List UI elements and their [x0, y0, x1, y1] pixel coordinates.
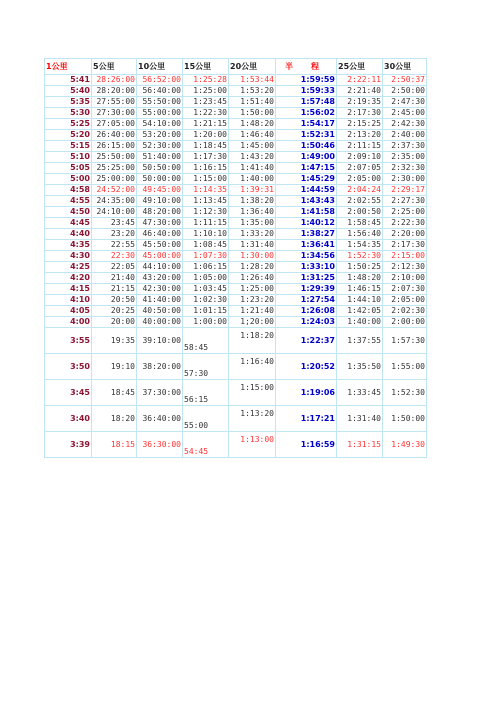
cell-5k: 26:40:00	[92, 130, 137, 141]
cell-pace: 4:35	[45, 240, 92, 251]
cell-half-marathon: 1:54:17	[276, 119, 337, 130]
cell-10k: 54:10:00	[137, 119, 183, 130]
cell-30k: 2:32:30	[383, 163, 427, 174]
cell-20k: 1:48:20	[229, 119, 276, 130]
cell-15k: 1:20:00	[183, 130, 229, 141]
table-row	[45, 273, 427, 284]
cell-25k: 2:04:24	[337, 185, 383, 196]
cell-5k: 27:05:00	[92, 119, 137, 130]
cell-30k: 2:35:00	[383, 152, 427, 163]
cell-30k: 2:50:00	[383, 86, 427, 97]
cell-10k: 47:30:00	[137, 218, 183, 229]
cell-15k: 54:45	[183, 432, 229, 458]
cell-15k: 56:15	[183, 380, 229, 406]
cell-20k: 1:21:40	[229, 306, 276, 317]
table-row	[45, 306, 427, 317]
cell-pace: 5:30	[45, 108, 92, 119]
cell-half-marathon: 1:34:56	[276, 251, 337, 262]
cell-25k: 1:56:40	[337, 229, 383, 240]
cell-pace: 4:20	[45, 273, 92, 284]
cell-25k: 2:11:15	[337, 141, 383, 152]
cell-25k: 2:19:35	[337, 97, 383, 108]
cell-5k: 28:26:00	[92, 75, 137, 86]
cell-20k: 1:40:00	[229, 174, 276, 185]
cell-20k: 1:41:40	[229, 163, 276, 174]
cell-5k: 20:00	[92, 317, 137, 328]
cell-pace: 3:55	[45, 328, 92, 354]
cell-pace: 5:05	[45, 163, 92, 174]
cell-15k: 1:07:30	[183, 251, 229, 262]
cell-5k: 27:55:00	[92, 97, 137, 108]
pace-table	[44, 58, 427, 458]
cell-10k: 53:20:00	[137, 130, 183, 141]
cell-20k: 1:38:20	[229, 196, 276, 207]
cell-half-marathon: 1:38:27	[276, 229, 337, 240]
table-row	[45, 75, 427, 86]
cell-20k: 1:13:20	[229, 406, 276, 432]
cell-30k: 1:49:30	[383, 432, 427, 458]
cell-20k: 1:53:20	[229, 86, 276, 97]
cell-20k: 1:39:31	[229, 185, 276, 196]
table-row	[45, 240, 427, 251]
cell-30k: 2:02:30	[383, 306, 427, 317]
cell-30k: 2:47:30	[383, 97, 427, 108]
header-15k: 15公里	[183, 59, 229, 75]
cell-pace: 4:30	[45, 251, 92, 262]
cell-half-marathon: 1:19:06	[276, 380, 337, 406]
cell-pace: 4:58	[45, 185, 92, 196]
cell-20k: 1:28:20	[229, 262, 276, 273]
cell-30k: 2:05:00	[383, 295, 427, 306]
cell-20k: 1:31:40	[229, 240, 276, 251]
cell-15k: 1:21:15	[183, 119, 229, 130]
cell-pace: 4:40	[45, 229, 92, 240]
cell-30k: 2:22:30	[383, 218, 427, 229]
cell-10k: 45:00:00	[137, 251, 183, 262]
cell-20k: 1:50:00	[229, 108, 276, 119]
cell-10k: 55:50:00	[137, 97, 183, 108]
cell-pace: 5:15	[45, 141, 92, 152]
cell-20k: 1:36:40	[229, 207, 276, 218]
table-row	[45, 108, 427, 119]
cell-5k: 20:50	[92, 295, 137, 306]
cell-20k: 1:51:40	[229, 97, 276, 108]
cell-10k: 56:52:00	[137, 75, 183, 86]
table-row	[45, 86, 427, 97]
cell-30k: 2:40:00	[383, 130, 427, 141]
cell-25k: 1:35:50	[337, 354, 383, 380]
cell-20k: 1:53:44	[229, 75, 276, 86]
cell-5k: 22:05	[92, 262, 137, 273]
cell-5k: 21:40	[92, 273, 137, 284]
cell-30k: 2:07:30	[383, 284, 427, 295]
cell-pace: 5:00	[45, 174, 92, 185]
cell-10k: 50:00:00	[137, 174, 183, 185]
cell-5k: 18:15	[92, 432, 137, 458]
cell-pace: 5:41	[45, 75, 92, 86]
cell-half-marathon: 1:47:15	[276, 163, 337, 174]
cell-15k: 1:11:15	[183, 218, 229, 229]
cell-25k: 1:42:05	[337, 306, 383, 317]
cell-15k: 1:13:45	[183, 196, 229, 207]
cell-10k: 38:20:00	[137, 354, 183, 380]
cell-15k: 55:00	[183, 406, 229, 432]
table-row	[45, 354, 427, 380]
cell-25k: 1:50:25	[337, 262, 383, 273]
cell-30k: 1:52:30	[383, 380, 427, 406]
header-20k: 20公里	[229, 59, 276, 75]
cell-half-marathon: 1:33:10	[276, 262, 337, 273]
cell-25k: 2:13:20	[337, 130, 383, 141]
cell-30k: 2:25:00	[383, 207, 427, 218]
cell-pace: 5:20	[45, 130, 92, 141]
cell-20k: 1:25:00	[229, 284, 276, 295]
cell-30k: 2:10:00	[383, 273, 427, 284]
table-row	[45, 262, 427, 273]
cell-15k: 1:08:45	[183, 240, 229, 251]
header-5k: 5公里	[92, 59, 137, 75]
cell-30k: 1:57:30	[383, 328, 427, 354]
cell-30k: 2:15:00	[383, 251, 427, 262]
cell-30k: 2:29:17	[383, 185, 427, 196]
table-row	[45, 218, 427, 229]
cell-15k: 1:02:30	[183, 295, 229, 306]
cell-15k: 1:25:00	[183, 86, 229, 97]
cell-25k: 1:58:45	[337, 218, 383, 229]
cell-10k: 41:40:00	[137, 295, 183, 306]
table-row	[45, 317, 427, 328]
cell-half-marathon: 1:31:25	[276, 273, 337, 284]
cell-pace: 4:00	[45, 317, 92, 328]
cell-30k: 2:17:30	[383, 240, 427, 251]
cell-15k: 58:45	[183, 328, 229, 354]
cell-25k: 1:48:20	[337, 273, 383, 284]
cell-10k: 56:40:00	[137, 86, 183, 97]
cell-5k: 25:50:00	[92, 152, 137, 163]
cell-25k: 2:05:00	[337, 174, 383, 185]
cell-30k: 2:00:00	[383, 317, 427, 328]
cell-10k: 49:10:00	[137, 196, 183, 207]
cell-pace: 4:05	[45, 306, 92, 317]
cell-15k: 1:16:15	[183, 163, 229, 174]
table-row	[45, 130, 427, 141]
cell-25k: 1:33:45	[337, 380, 383, 406]
table-row	[45, 207, 427, 218]
cell-25k: 1:40:00	[337, 317, 383, 328]
cell-5k: 22:30	[92, 251, 137, 262]
cell-20k: 1:15:00	[229, 380, 276, 406]
cell-10k: 44:10:00	[137, 262, 183, 273]
header-10k: 10公里	[137, 59, 183, 75]
cell-5k: 27:30:00	[92, 108, 137, 119]
cell-15k: 1:15:00	[183, 174, 229, 185]
table-row	[45, 284, 427, 295]
cell-25k: 2:15:25	[337, 119, 383, 130]
cell-5k: 23:45	[92, 218, 137, 229]
cell-5k: 25:00:00	[92, 174, 137, 185]
cell-15k: 1:06:15	[183, 262, 229, 273]
cell-pace: 4:15	[45, 284, 92, 295]
cell-10k: 49:45:00	[137, 185, 183, 196]
cell-half-marathon: 1:45:29	[276, 174, 337, 185]
table-row	[45, 380, 427, 406]
cell-half-marathon: 1:24:03	[276, 317, 337, 328]
cell-10k: 40:50:00	[137, 306, 183, 317]
cell-half-marathon: 1:17:21	[276, 406, 337, 432]
cell-10k: 46:40:00	[137, 229, 183, 240]
table-row	[45, 432, 427, 458]
cell-15k: 1:14:35	[183, 185, 229, 196]
cell-15k: 1:12:30	[183, 207, 229, 218]
cell-10k: 45:50:00	[137, 240, 183, 251]
cell-25k: 2:17:30	[337, 108, 383, 119]
cell-pace: 5:40	[45, 86, 92, 97]
cell-pace: 4:55	[45, 196, 92, 207]
cell-10k: 36:40:00	[137, 406, 183, 432]
cell-pace: 3:39	[45, 432, 92, 458]
cell-30k: 2:50:37	[383, 75, 427, 86]
cell-10k: 39:10:00	[137, 328, 183, 354]
cell-5k: 21:15	[92, 284, 137, 295]
cell-15k: 1:22:30	[183, 108, 229, 119]
cell-half-marathon: 1:59:33	[276, 86, 337, 97]
header-half-b: 程	[311, 61, 319, 71]
cell-5k: 22:55	[92, 240, 137, 251]
cell-20k: 1:45:00	[229, 141, 276, 152]
cell-20k: 1:35:00	[229, 218, 276, 229]
cell-30k: 2:20:00	[383, 229, 427, 240]
cell-half-marathon: 1:22:37	[276, 328, 337, 354]
table-row	[45, 141, 427, 152]
cell-15k: 1:25:28	[183, 75, 229, 86]
cell-pace: 4:45	[45, 218, 92, 229]
cell-half-marathon: 1:16:59	[276, 432, 337, 458]
cell-10k: 43:20:00	[137, 273, 183, 284]
cell-5k: 26:15:00	[92, 141, 137, 152]
cell-10k: 52:30:00	[137, 141, 183, 152]
cell-pace: 3:50	[45, 354, 92, 380]
cell-10k: 36:30:00	[137, 432, 183, 458]
cell-10k: 37:30:00	[137, 380, 183, 406]
cell-half-marathon: 1:26:08	[276, 306, 337, 317]
cell-half-marathon: 1:59:59	[276, 75, 337, 86]
cell-pace: 3:45	[45, 380, 92, 406]
cell-30k: 2:37:30	[383, 141, 427, 152]
cell-10k: 51:40:00	[137, 152, 183, 163]
cell-15k: 1:17:30	[183, 152, 229, 163]
cell-20k: 1:16:40	[229, 354, 276, 380]
cell-10k: 48:20:00	[137, 207, 183, 218]
cell-20k: 1:18:20	[229, 328, 276, 354]
cell-25k: 2:21:40	[337, 86, 383, 97]
cell-pace: 5:25	[45, 119, 92, 130]
cell-20k: 1:46:40	[229, 130, 276, 141]
cell-20k: 1:23:20	[229, 295, 276, 306]
cell-half-marathon: 1:49:00	[276, 152, 337, 163]
cell-30k: 1:55:00	[383, 354, 427, 380]
cell-half-marathon: 1:36:41	[276, 240, 337, 251]
cell-30k: 2:12:30	[383, 262, 427, 273]
cell-half-marathon: 1:44:59	[276, 185, 337, 196]
cell-15k: 57:30	[183, 354, 229, 380]
cell-30k: 2:30:00	[383, 174, 427, 185]
header-pace: 1公里	[45, 59, 92, 75]
cell-30k: 2:27:30	[383, 196, 427, 207]
cell-5k: 28:20:00	[92, 86, 137, 97]
cell-half-marathon: 1:27:54	[276, 295, 337, 306]
cell-25k: 2:02:55	[337, 196, 383, 207]
cell-20k: 1:30:00	[229, 251, 276, 262]
cell-5k: 18:45	[92, 380, 137, 406]
cell-15k: 1:10:10	[183, 229, 229, 240]
table-row	[45, 97, 427, 108]
cell-25k: 1:54:35	[337, 240, 383, 251]
cell-half-marathon: 1:56:02	[276, 108, 337, 119]
cell-5k: 19:35	[92, 328, 137, 354]
header-30k: 30公里	[383, 59, 427, 75]
table-row	[45, 163, 427, 174]
cell-half-marathon: 1:41:58	[276, 207, 337, 218]
cell-pace: 4:25	[45, 262, 92, 273]
cell-15k: 1:18:45	[183, 141, 229, 152]
table-row	[45, 196, 427, 207]
cell-20k: 1;20:00	[229, 317, 276, 328]
cell-30k: 1:50:00	[383, 406, 427, 432]
cell-pace: 3:40	[45, 406, 92, 432]
cell-pace: 5:10	[45, 152, 92, 163]
cell-half-marathon: 1:29:39	[276, 284, 337, 295]
cell-25k: 1:37:55	[337, 328, 383, 354]
cell-15k: 1:01:15	[183, 306, 229, 317]
cell-half-marathon: 1:57:48	[276, 97, 337, 108]
header-half-marathon	[276, 59, 337, 75]
cell-10k: 50:50:00	[137, 163, 183, 174]
header-half-a: 半	[285, 61, 293, 71]
header-row	[45, 59, 427, 75]
cell-25k: 2:22:11	[337, 75, 383, 86]
table-row	[45, 328, 427, 354]
cell-25k: 1:52:30	[337, 251, 383, 262]
table-row	[45, 295, 427, 306]
cell-30k: 2:45:00	[383, 108, 427, 119]
cell-5k: 24:10:00	[92, 207, 137, 218]
cell-25k: 2:00:50	[337, 207, 383, 218]
cell-half-marathon: 1:52:31	[276, 130, 337, 141]
cell-15k: 1:23:45	[183, 97, 229, 108]
cell-half-marathon: 1:40:12	[276, 218, 337, 229]
cell-10k: 55:00:00	[137, 108, 183, 119]
cell-5k: 18:20	[92, 406, 137, 432]
cell-pace: 4:50	[45, 207, 92, 218]
cell-20k: 1:26:40	[229, 273, 276, 284]
cell-20k: 1:33:20	[229, 229, 276, 240]
cell-25k: 1:31:40	[337, 406, 383, 432]
table-row	[45, 152, 427, 163]
table-row	[45, 119, 427, 130]
header-25k: 25公里	[337, 59, 383, 75]
cell-15k: 1:00:00	[183, 317, 229, 328]
cell-5k: 23:20	[92, 229, 137, 240]
cell-5k: 24:52:00	[92, 185, 137, 196]
table-row	[45, 406, 427, 432]
table-row	[45, 174, 427, 185]
cell-5k: 24:35:00	[92, 196, 137, 207]
table-row	[45, 185, 427, 196]
cell-15k: 1:03:45	[183, 284, 229, 295]
table-row	[45, 251, 427, 262]
cell-pace: 4:10	[45, 295, 92, 306]
cell-5k: 25:25:00	[92, 163, 137, 174]
cell-half-marathon: 1:43:43	[276, 196, 337, 207]
cell-10k: 40:00:00	[137, 317, 183, 328]
cell-20k: 1:43:20	[229, 152, 276, 163]
cell-25k: 1:31:15	[337, 432, 383, 458]
cell-30k: 2:42:30	[383, 119, 427, 130]
cell-25k: 2:09:10	[337, 152, 383, 163]
cell-25k: 1:46:15	[337, 284, 383, 295]
cell-5k: 20:25	[92, 306, 137, 317]
cell-15k: 1:05:00	[183, 273, 229, 284]
cell-10k: 42:30:00	[137, 284, 183, 295]
cell-half-marathon: 1:20:52	[276, 354, 337, 380]
cell-pace: 5:35	[45, 97, 92, 108]
cell-25k: 2:07:05	[337, 163, 383, 174]
cell-half-marathon: 1:50:46	[276, 141, 337, 152]
cell-20k: 1:13:00	[229, 432, 276, 458]
cell-5k: 19:10	[92, 354, 137, 380]
table-row	[45, 229, 427, 240]
cell-25k: 1:44:10	[337, 295, 383, 306]
